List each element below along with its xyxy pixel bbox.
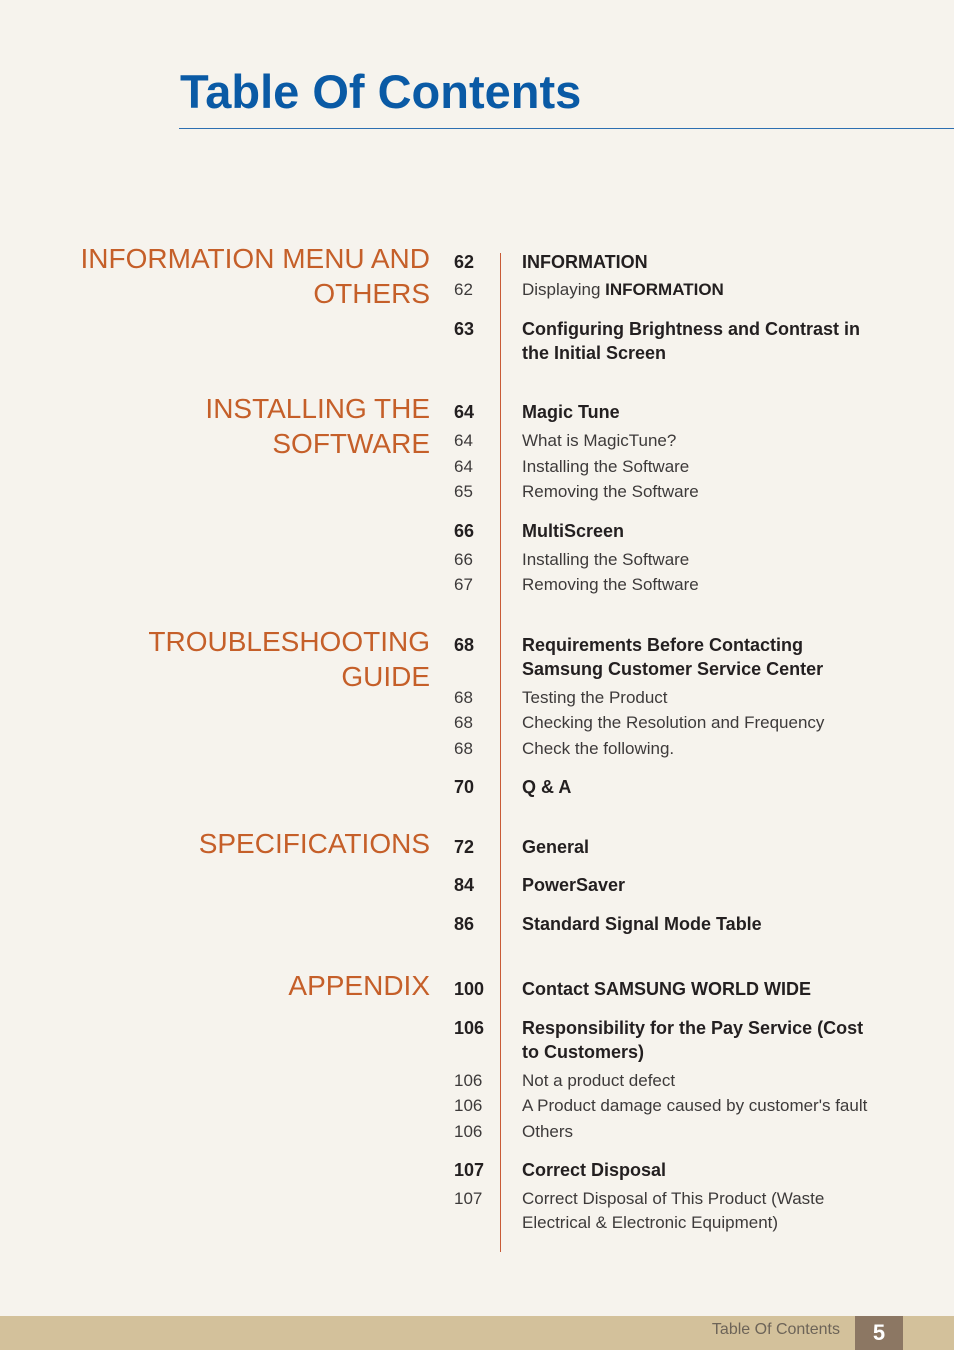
page-number: 64 [454,402,475,422]
entry-title: INFORMATION [522,252,648,272]
entry-title: Displaying INFORMATION [522,280,724,299]
entry-title: Removing the Software [522,482,699,501]
entry-title: Magic Tune [522,402,620,422]
entry-title: Not a product defect [522,1071,676,1090]
page-number: 72 [454,837,475,857]
page-number: 106 [454,1018,485,1038]
section-heading-installing-software[interactable]: INSTALLING THE SOFTWARE [205,393,430,459]
entry-title: Q & A [522,777,572,797]
page-number: 62 [454,280,473,299]
entry-title: Contact SAMSUNG WORLD WIDE [522,979,811,999]
page-number: 86 [454,914,475,934]
page-number: 66 [454,521,475,541]
entry-title: Correct Disposal of This Product (Waste Electrical & Electronic Equipment) [522,1189,825,1232]
page-number: 65 [454,482,473,501]
entry-title: Configuring Brightness and Contrast in the Initial Screen [522,319,860,363]
entry-title: Correct Disposal [522,1160,667,1180]
section-heading-specifications[interactable]: SPECIFICATIONS [198,828,430,859]
page-number: 68 [454,635,475,655]
page-number: 84 [454,875,475,895]
entry-title: Check the following. [522,739,675,758]
title-rule [179,128,954,129]
page-number: 107 [454,1160,485,1180]
section-heading-appendix[interactable]: APPENDIX [288,970,430,1001]
page-title: Table Of Contents [180,65,582,118]
page-number: 66 [454,550,473,569]
vertical-divider [500,253,501,1252]
page-number: 67 [454,575,473,594]
section-heading-troubleshooting[interactable]: TROUBLESHOOTING GUIDE [148,626,430,692]
page-number: 70 [454,777,475,797]
page-number: 64 [454,457,473,476]
entry-title: A Product damage caused by customer's fault [522,1096,868,1115]
entry-title: Requirements Before Contacting Samsung Customer Service Center [522,635,824,679]
page-number: 64 [454,431,473,450]
entry-title: General [522,837,590,857]
entry-title: Responsibility for the Pay Service (Cost to Customers) [522,1018,864,1062]
page-number: 68 [454,739,473,758]
page-number-badge: 5 [855,1316,903,1350]
section-heading-information-menu[interactable]: INFORMATION MENU AND OTHERS [80,243,430,309]
entry-title: Installing the Software [522,457,690,476]
page-number: 62 [454,252,475,272]
footer-label: Table Of Contents [711,1321,840,1338]
entry-title: Removing the Software [522,575,699,594]
entry-title: MultiScreen [522,521,625,541]
entry-title: What is MagicTune? [522,431,677,450]
entry-title: Checking the Resolution and Frequency [522,713,825,732]
entry-title: Installing the Software [522,550,690,569]
entry-title: Standard Signal Mode Table [522,914,762,934]
page-number: 68 [454,688,473,707]
entry-title: PowerSaver [522,875,626,895]
page-footer [0,1316,954,1350]
page-number: 106 [454,1122,483,1141]
entry-title: Others [522,1122,574,1141]
entry-title: Testing the Product [522,688,668,707]
page-number: 100 [454,979,485,999]
page-number: 106 [454,1096,483,1115]
page-number: 107 [454,1189,483,1208]
page-number: 63 [454,319,475,339]
page-number: 68 [454,713,473,732]
page-number: 106 [454,1071,483,1090]
